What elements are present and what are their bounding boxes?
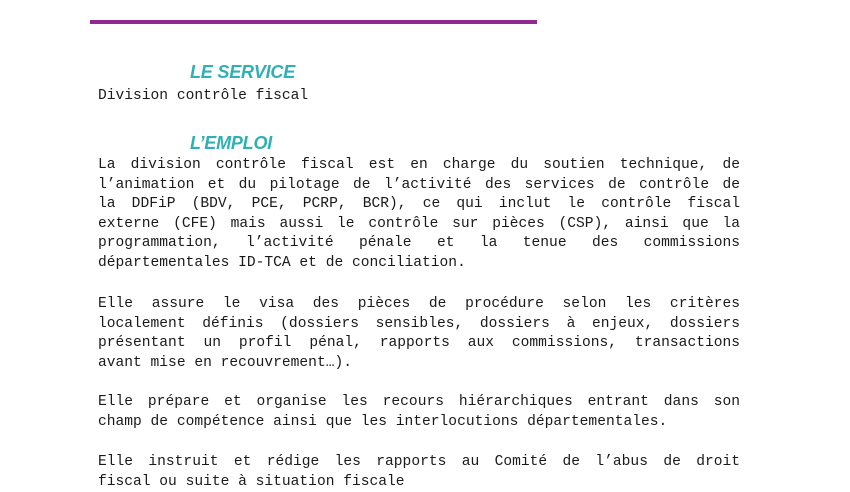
header-rule (90, 20, 537, 24)
paragraph-line: externe (CFE) mais aussi le contrôle sur pièces (CSP), ainsi que la (98, 215, 740, 235)
paragraph-line: avant mise en recouvrement…). (98, 354, 740, 374)
paragraph-line: départementales ID-TCA et de conciliation. (98, 254, 740, 274)
paragraph-line: Elle assure le visa des pièces de procédure selon les critères (98, 295, 740, 315)
section-heading-service: LE SERVICE (190, 62, 295, 82)
paragraph-line: la DDFiP (BDV, PCE, PCRP, BCR), ce qui inclut le contrôle fiscal (98, 195, 740, 215)
paragraph-line: localement définis (dossiers sensibles, dossiers à enjeux, dossiers (98, 315, 740, 335)
paragraph-line: La division contrôle fiscal est en charge du soutien technique, de (98, 156, 740, 176)
paragraph-1 (98, 156, 740, 273)
paragraph-line: Elle instruit et rédige les rapports au Comité de l’abus de droit (98, 453, 740, 473)
paragraph-line: Elle prépare et organise les recours hiérarchiques entrant dans son (98, 393, 740, 413)
paragraph-line: présentant un profil pénal, rapports aux commissions, transactions (98, 334, 740, 354)
paragraph-2 (98, 295, 740, 373)
paragraph-line: l’animation et du pilotage de l’activité des services de contrôle de (98, 176, 740, 196)
paragraph-line: fiscal ou suite à situation fiscale (98, 473, 740, 492)
service-text: Division contrôle fiscal (98, 87, 308, 107)
paragraph-4 (98, 453, 740, 492)
paragraph-line: champ de compétence ainsi que les interlocutions départementales. (98, 413, 740, 433)
section-heading-emploi: L’EMPLOI (190, 133, 272, 153)
paragraph-line: programmation, l’activité pénale et la tenue des commissions (98, 234, 740, 254)
paragraph-3 (98, 393, 740, 432)
